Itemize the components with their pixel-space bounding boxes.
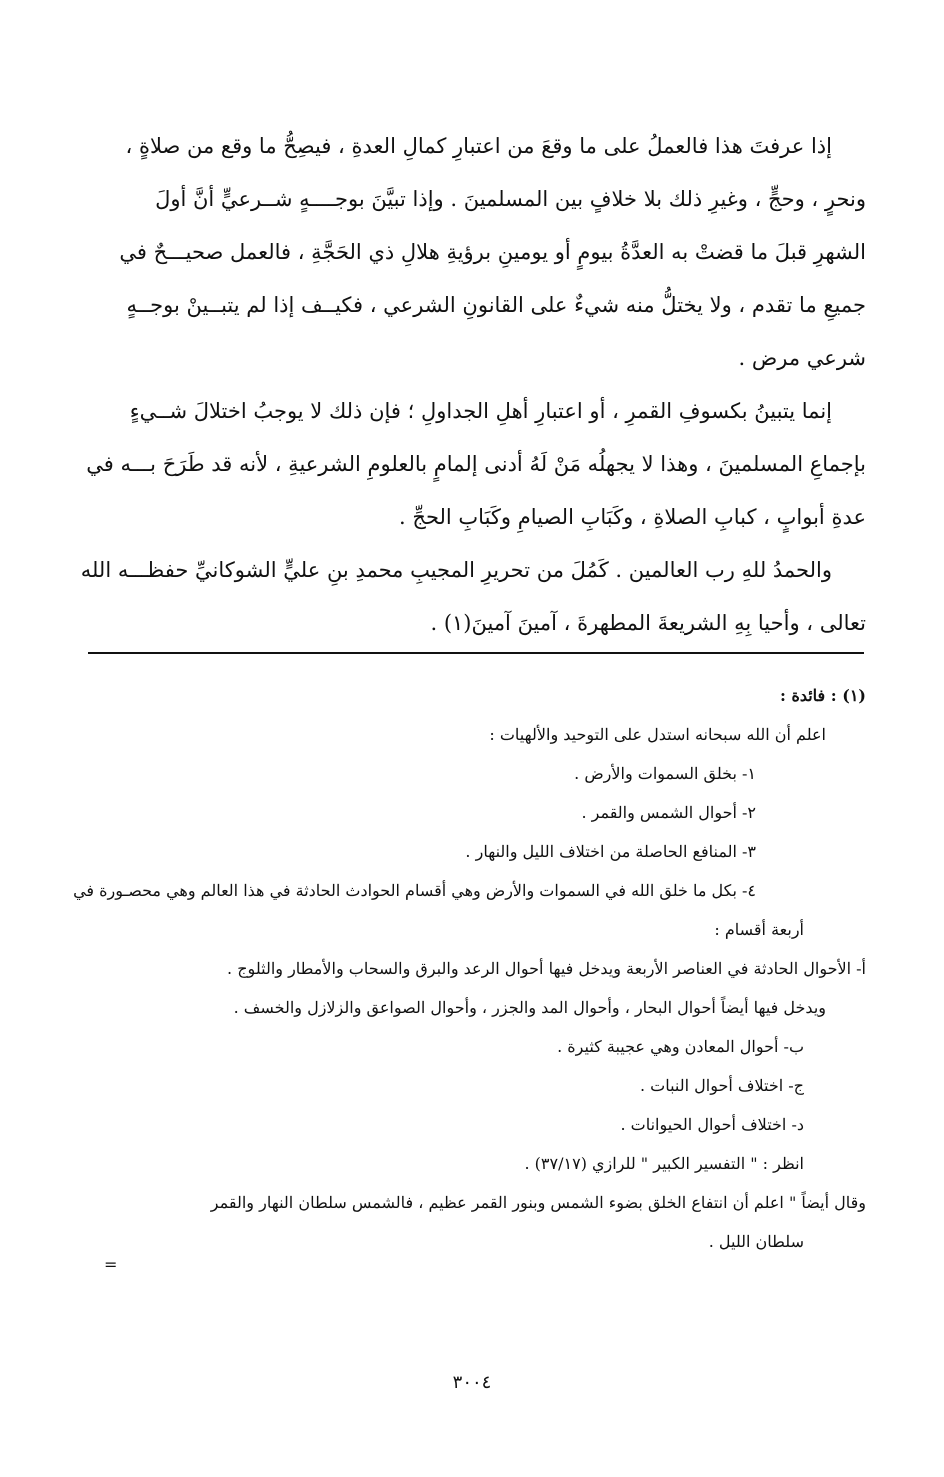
footnote-line: ب- أحوال المعادن وهي عجيبة كثيرة .: [557, 1037, 804, 1056]
footnote: [73, 676, 866, 1261]
continuation-marker: =: [104, 1255, 118, 1274]
footnote-line: ١- بخلق السموات والأرض .: [574, 764, 756, 783]
page-number: ٣٠٠٤: [452, 1372, 492, 1393]
footnote-heading: (١) : فائدة :: [779, 686, 866, 705]
footnote-line: أربعة أقسام :: [714, 920, 804, 939]
footnote-line: سلطان الليل .: [708, 1232, 804, 1251]
body-line: إذا عرفتَ هذا فالعملُ على ما وقعَ من اعتبارِ كمالِ العدةِ ، فيصِحُّ ما وقع من صلاةٍ ،: [125, 134, 832, 158]
body-line: بإجماعِ المسلمينَ ، وهذا لا يجهلُه مَنْ لَهُ أدنى إلمامٍ بالعلومِ الشرعيةِ ، لأنه قد طَرَحَ بـــه في: [86, 452, 866, 476]
body-line: الشهرِ قبلَ ما قضتْ به العدَّةُ بيومٍ أو يومينِ برؤيةِ هلالِ ذي الحَجَّةِ ، فالعمل صحيـــحٌ في: [119, 240, 866, 264]
footnote-line: أ- الأحوال الحادثة في العناصر الأربعة ويدخل فيها أحوال الرعد والبرق والسحاب والأمطار والثلوج .: [227, 959, 866, 978]
footnote-divider: [88, 652, 864, 654]
footnote-line: ج- اختلاف أحوال النبات .: [639, 1076, 804, 1095]
footnote-line: ٤- بكل ما خلق الله في السموات والأرض وهي أقسام الحوادث الحادثة في هذا العالم وهي محصـورة في: [73, 881, 756, 900]
footnote-line: ويدخل فيها أيضاً أحوال البحار ، وأحوال المد والجزر ، وأحوال الصواعق والزلازل والخسف .: [233, 998, 826, 1017]
body-line: والحمدُ للهِ رب العالمين . كَمُلَ من تحريرِ المجيبِ محمدِ بنِ عليٍّ الشوكانيِّ حفظـــه الله: [80, 558, 832, 582]
body-line: جميعِ ما تقدم ، ولا يختلُّ منه شيءٌ على القانونِ الشرعي ، فكيــف إذا لم يتبــينْ بوجــهٍ: [126, 293, 866, 317]
footnote-line: اعلم أن الله سبحانه استدل على التوحيد والألهيات :: [489, 725, 826, 744]
footnote-line: ٣- المنافع الحاصلة من اختلاف الليل والنهار .: [465, 842, 756, 861]
body-line: عدةِ أبوابٍ ، كبابِ الصلاةِ ، وكَبَابِ الصيامِ وكَبَابِ الحجِّ .: [399, 505, 866, 529]
body-line: تعالى ، وأحيا بِهِ الشريعةَ المطهرةَ ، آمينَ آمينَ(١) .: [430, 611, 866, 635]
footnote-line: وقال أيضاً " اعلم أن انتفاع الخلق بضوء الشمس وبنور القمر عظيم ، فالشمس سلطان النهار والقمر: [210, 1193, 866, 1212]
body-line: شرعي مرض .: [738, 346, 866, 370]
footnote-line: انظر : " التفسير الكبير " للرازي (٣٧/١٧) .: [524, 1154, 804, 1173]
footnote-line: ٢- أحوال الشمس والقمر .: [581, 803, 756, 822]
body-line: ونحرٍ ، وحجٍّ ، وغيرِ ذلك بلا خلافٍ بين المسلمينَ . وإذا تبيَّنَ بوجــــهٍ شــرعيٍّ أنَّ أولَ: [155, 187, 866, 211]
main-text: [78, 120, 866, 650]
body-line: إنما يتبينُ بكسوفِ القمرِ ، أو اعتبارِ أهلِ الجداولِ ؛ فإن ذلك لا يوجبُ اختلالَ شــيءٍ: [129, 399, 832, 423]
footnote-line: د- اختلاف أحوال الحيوانات .: [620, 1115, 804, 1134]
